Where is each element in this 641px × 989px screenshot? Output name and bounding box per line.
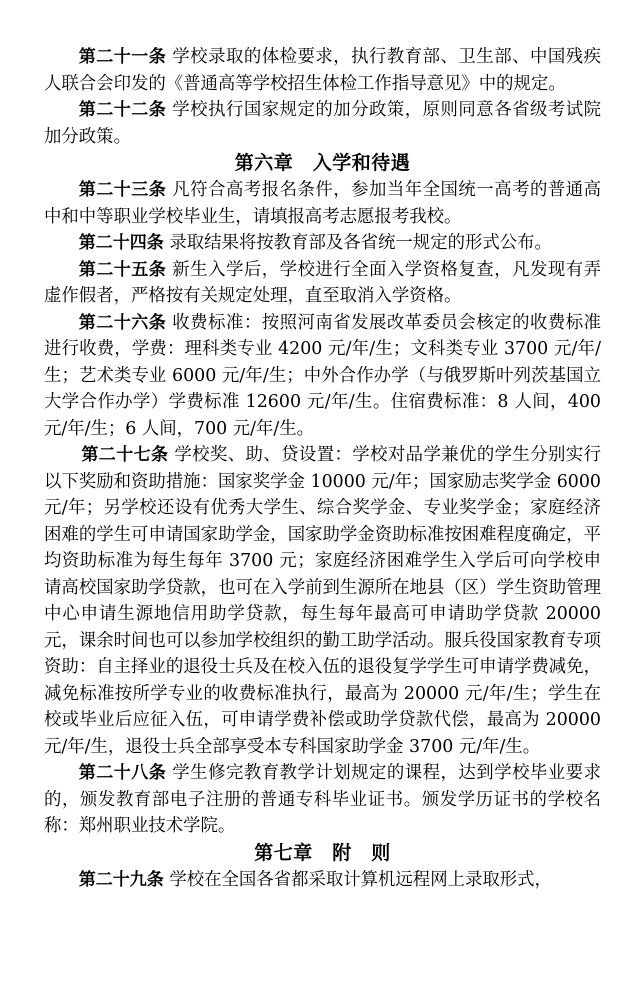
article-27-heading: 第二十七条 [81,445,169,465]
article-23-text: 凡符合高考报名条件，参加当年全国统一高考的普通高中和中等职业学校毕业生，请填报高考志愿报考我校。 [44,180,602,227]
article-29-paragraph [44,867,601,894]
article-28-text: 学生修完教育教学计划规定的课程，达到学校毕业要求的，颁发教育部电子注册的普通专科毕业证书。颁发学历证书的学校名称：郑州职业技术学院。 [44,763,602,836]
article-22-heading: 第二十二条 [78,100,167,120]
article-29-heading: 第二十九条 [78,869,164,890]
article-21-text: 学校录取的体检要求，执行教育部、卫生部、中国残疾人联合会印发的《普通高等学校招生体检工作指导意见》中的规定。 [44,47,602,94]
article-28-paragraph [44,760,601,840]
article-23-heading: 第二十三条 [78,180,167,200]
article-25-text: 新生入学后，学校进行全面入学资格复查，凡发现有弄虚作假者，严格按有关规定处理，直至取消入学资格。 [44,259,602,306]
article-25-heading: 第二十五条 [78,259,167,280]
article-27-text: 学校奖、助、贷设置：学校对品学兼优的学生分别实行以下奖励和资助措施：国家奖学金 10000 元/年；国家励志奖学金 6000 元/年；另学校还设有优秀大学生、综合奖学金、专业奖学金；家庭经济困难的学生可申请国家助学金，国家助学金资助标准按困难程度确定，平均资助标准为每生每年 3700 元；家庭经济困难学生入学后可向学校申请高校国家助学贷款，也可在入学前到生源所在地县（区）学生资助管理中心申请生源地信用助学贷款，每生每年最高可申请助学贷款 20000 元，课余时间也可以参加学校组织的勤工助学活动。服兵役国家教育专项资助：自主择业的退役士兵及在校入伍的退役复学学生可申请学费减免，减免标准按所学专业的收费标准执行，最高为 20000 元/年/生；学生在校或毕业后应征入伍，可申请学费补偿或助学贷款代偿，最高为 20000 元/年/生，退役士兵全部享受本专科国家助学金 3700 元/年/生。 [44,445,601,757]
article-21-heading: 第二十一条 [78,47,167,67]
document-page [44,44,601,893]
article-24-paragraph [44,230,601,257]
chapter-6-heading: 第六章 入学和待遇 [234,152,411,174]
article-24-heading: 第二十四条 [78,233,164,253]
article-26-text: 收费标准：按照河南省发展改革委员会核定的收费标准进行收费，学费：理科类专业 4200 元/年/生；文科类专业 3700 元/年/生；艺术类专业 6000 元/年/生；中外合作办学（与俄罗斯叶列茨基国立大学合作办学）学费标准 12600 元/年/生。住宿费标准：8 人间，400 元/年/生；6 人间，700 元/年/生。 [44,312,602,439]
article-25-paragraph [44,257,601,310]
article-24-text: 录取结果将按教育部及各省统一规定的形式公布。 [169,233,552,253]
article-26-paragraph [44,310,601,443]
article-29-text: 学校在全国各省都采取计算机远程网上录取形式， [169,869,552,890]
article-22-text: 学校执行国家规定的加分政策，原则同意各省级考试院加分政策。 [44,100,602,147]
article-21-paragraph [44,44,601,97]
article-26-heading: 第二十六条 [78,312,167,333]
article-27-paragraph [44,442,601,760]
article-28-heading: 第二十八条 [78,763,167,783]
article-22-paragraph [44,97,601,150]
article-23-paragraph [44,177,601,230]
chapter-7-heading: 第七章 附 则 [254,841,391,864]
